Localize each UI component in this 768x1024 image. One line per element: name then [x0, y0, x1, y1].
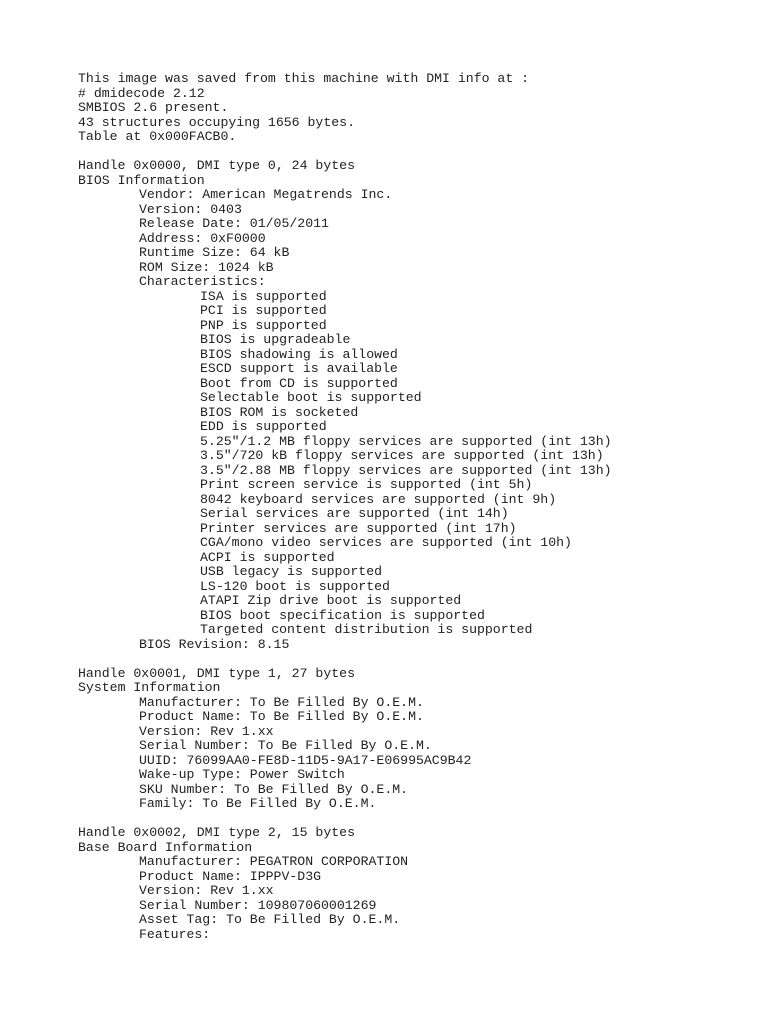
- document-line: Print screen service is supported (int 5h): [200, 477, 533, 492]
- document-line: Manufacturer: PEGATRON CORPORATION: [139, 854, 409, 869]
- document-line: # dmidecode 2.12: [78, 85, 205, 101]
- blank-line: [78, 145, 758, 160]
- dmidecode-document: [78, 72, 758, 942]
- document-line: LS-120 boot is supported: [200, 578, 390, 594]
- document-line: Address: 0xF0000: [139, 230, 266, 246]
- document-line: Features:: [139, 926, 211, 942]
- document-line: SKU Number: To Be Filled By O.E.M.: [139, 781, 409, 797]
- document-line: Base Board Information: [78, 839, 253, 855]
- document-line: Wake-up Type: Power Switch: [139, 767, 345, 782]
- document-line: Vendor: American Megatrends Inc.: [139, 187, 393, 202]
- document-line: Serial Number: 109807060001269: [139, 897, 377, 913]
- document-line: Selectable boot is supported: [200, 390, 422, 405]
- document-line: 5.25"/1.2 MB floppy services are supported (int 13h): [200, 433, 612, 449]
- document-line: ACPI is supported: [200, 549, 335, 565]
- document-line: Product Name: To Be Filled By O.E.M.: [139, 709, 424, 724]
- document-line: BIOS is upgradeable: [200, 332, 351, 347]
- document-line: 43 structures occupying 1656 bytes.: [78, 114, 355, 130]
- document-line: 8042 keyboard services are supported (int 9h): [200, 491, 557, 507]
- document-line: Targeted content distribution is supported: [200, 622, 533, 637]
- document-line: ESCD support is available: [200, 361, 398, 376]
- document-line: Table at 0x000FACB0.: [78, 129, 237, 144]
- document-line: ATAPI Zip drive boot is supported: [200, 593, 462, 608]
- document-line: PNP is supported: [200, 317, 327, 333]
- document-line: BIOS shadowing is allowed: [200, 346, 398, 362]
- document-line: UUID: 76099AA0-FE8D-11D5-9A17-E06995AC9B42: [139, 752, 472, 768]
- blank-line: [78, 812, 758, 827]
- document-line: Serial services are supported (int 14h): [200, 506, 509, 521]
- document-line: Version: Rev 1.xx: [139, 723, 274, 739]
- document-line: Boot from CD is supported: [200, 375, 398, 391]
- blank-line: [78, 652, 758, 667]
- document-line: ROM Size: 1024 kB: [139, 259, 274, 275]
- document-line: Manufacturer: To Be Filled By O.E.M.: [139, 694, 424, 710]
- document-line: BIOS ROM is socketed: [200, 404, 359, 420]
- document-line: Release Date: 01/05/2011: [139, 216, 329, 231]
- document-line: System Information: [78, 680, 221, 695]
- document-line: BIOS Revision: 8.15: [139, 636, 290, 652]
- document-line: BIOS Information: [78, 172, 205, 188]
- document-line: PCI is supported: [200, 303, 327, 318]
- document-line: BIOS boot specification is supported: [200, 607, 485, 623]
- document-line: Printer services are supported (int 17h): [200, 520, 517, 536]
- document-line: 3.5"/2.88 MB floppy services are supported (int 13h): [200, 462, 612, 478]
- document-line: CGA/mono video services are supported (int 10h): [200, 535, 572, 550]
- document-line: Serial Number: To Be Filled By O.E.M.: [139, 738, 432, 753]
- document-line: Characteristics:: [139, 274, 266, 289]
- document-line: EDD is supported: [200, 419, 327, 434]
- document-line: Runtime Size: 64 kB: [139, 245, 290, 260]
- document-line: Handle 0x0002, DMI type 2, 15 bytes: [78, 825, 355, 840]
- document-line: Version: 0403: [139, 201, 242, 217]
- document-line: Asset Tag: To Be Filled By O.E.M.: [139, 912, 401, 927]
- document-line: Handle 0x0000, DMI type 0, 24 bytes: [78, 158, 355, 173]
- document-line: Version: Rev 1.xx: [139, 883, 274, 898]
- document-line: Product Name: IPPPV-D3G: [139, 868, 322, 884]
- document-line: This image was saved from this machine with DMI info at :: [78, 71, 530, 86]
- document-line: 3.5"/720 kB floppy services are supported (int 13h): [200, 448, 604, 463]
- document-line: Family: To Be Filled By O.E.M.: [139, 796, 377, 811]
- document-line: SMBIOS 2.6 present.: [78, 100, 229, 115]
- document-line: USB legacy is supported: [200, 564, 383, 579]
- document-line: Handle 0x0001, DMI type 1, 27 bytes: [78, 665, 355, 681]
- document-line: ISA is supported: [200, 288, 327, 304]
